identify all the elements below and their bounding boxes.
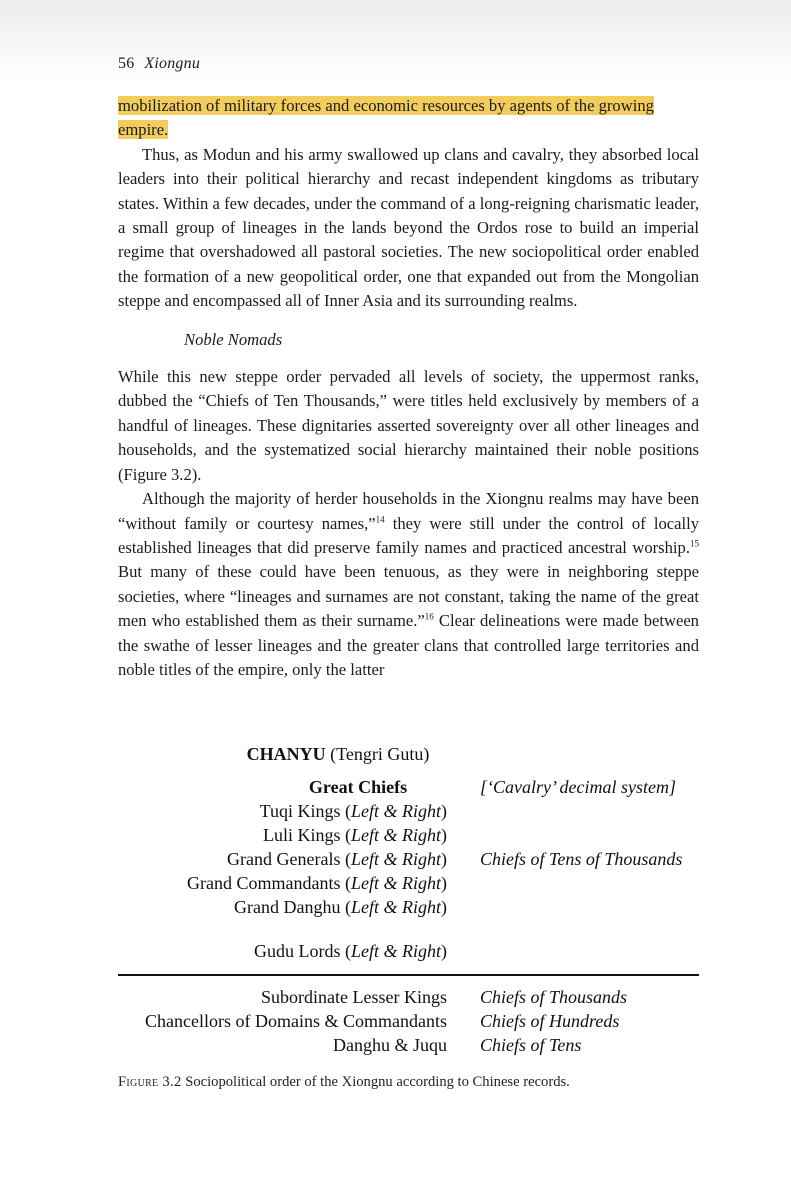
figure-divider <box>118 974 699 976</box>
fig-chanyu-subtitle: (Tengri Gutu) <box>330 744 430 764</box>
caption-label: Figure 3.2 <box>118 1074 182 1090</box>
fig-chancellors: Chancellors of Domains & Commandants <box>145 1011 447 1031</box>
fig-row-grand-generals <box>118 849 699 873</box>
fig-chiefs-tens: Chiefs of Tens <box>480 1035 582 1055</box>
fig-row-subordinate <box>118 987 699 1011</box>
fig-luli: Luli Kings (Left & Right) <box>262 825 447 845</box>
fig-tuqi-lr: Left & Right <box>351 801 441 821</box>
fig-grand-generals: Grand Generals (Left & Right) <box>227 849 447 869</box>
fig-grand-commandants: Grand Commandants (Left & Right) <box>187 873 447 893</box>
fig-chiefs-thousands: Chiefs of Thousands <box>480 987 628 1007</box>
paragraph-1: Thus, as Modun and his army swallowed up clans and cavalry, they absorbed local leaders into their political hierarchy and recast independent kingdoms as tributary states. Within a few decades, under the command of a long-reigning charismatic leader, a small group of lineages in the lands beyond the Ordos rose to build an imperial regime that overshadowed all pastoral societies. The new sociopolitical order enabled the formation of a new geopolitical order, one that expanded out from the Mongolian steppe and encompassed all of Inner Asia and its surrounding realms. <box>118 144 699 311</box>
footnote-ref-14[interactable]: 14 <box>375 513 385 524</box>
paragraph-3-part-a: Although the majority of herder households in the Xiongnu realms may have been “without family or courtesy names,” <box>118 489 699 533</box>
fig-row-tuqi <box>118 801 699 825</box>
footnote-ref-16[interactable]: 16 <box>424 611 434 622</box>
fig-grand-generals-label: Grand Generals <box>227 849 341 869</box>
fig-grand-danghu-lr: Left & Right <box>351 897 441 917</box>
fig-row-grand-commandants <box>118 873 699 897</box>
fig-subordinate: Subordinate Lesser Kings <box>261 987 447 1007</box>
paragraph-3-part-c: But many of these could have been tenuous, as they were in neighboring steppe societies, where “lineages and surnames are not constant, taking the name of the great men who established them as their surname.” <box>118 562 699 631</box>
running-title: Xiongnu <box>144 55 201 72</box>
fig-grand-danghu-label: Grand Danghu <box>234 897 341 917</box>
fig-gudu-lr: Left & Right <box>351 941 441 961</box>
fig-row-grand-danghu <box>118 897 699 921</box>
section-heading: Noble Nomads <box>184 329 283 349</box>
paragraph-2: While this new steppe order pervaded all levels of society, the uppermost ranks, dubbed the “Chiefs of Ten Thousands,” were titles held exclusively by members of a handful of lineages. These dignitaries asserted sovereignty over all other lineages and households, and the systematized social hierarchy maintained their noble positions (Figure 3.2). <box>118 367 699 484</box>
fig-gudu: Gudu Lords (Left & Right) <box>254 941 447 961</box>
fig-chiefs-ten-thousands: Chiefs of Tens of Thousands <box>480 849 683 869</box>
fig-cavalry-note: [‘Cavalry’ decimal system] <box>480 777 676 797</box>
fig-row-luli <box>118 825 699 849</box>
fig-great-chiefs: Great Chiefs <box>308 777 408 797</box>
body-text <box>118 94 699 682</box>
fig-grand-commandants-label: Grand Commandants <box>187 873 341 893</box>
fig-gudu-label: Gudu Lords <box>254 941 341 961</box>
fig-row-gudu <box>118 941 699 965</box>
fig-chanyu-title: CHANYU <box>246 744 326 764</box>
paragraph-3 <box>118 487 699 682</box>
page-number: 56 <box>118 55 135 72</box>
fig-grand-danghu: Grand Danghu (Left & Right) <box>234 897 447 917</box>
highlighted-passage[interactable] <box>118 94 699 143</box>
caption-text: Sociopolitical order of the Xiongnu according to Chinese records. <box>185 1074 570 1090</box>
highlight-line-1[interactable]: mobilization of military forces and economic resources by agents of the growing <box>118 96 654 115</box>
fig-luli-label: Luli Kings <box>262 825 341 845</box>
fig-chanyu <box>118 744 558 765</box>
fig-grand-commandants-lr: Left & Right <box>351 873 441 893</box>
fig-danghu-juqu: Danghu & Juqu <box>333 1035 447 1055</box>
fig-row-great-chiefs <box>118 777 699 801</box>
fig-row-chancellors <box>118 1011 699 1035</box>
fig-row-danghu-juqu <box>118 1035 699 1059</box>
fig-grand-generals-lr: Left & Right <box>351 849 441 869</box>
paragraph-3-part-b: they were still under the control of locally established lineages that did preserve family names and practiced ancestral worship. <box>118 513 699 557</box>
fig-chiefs-hundreds: Chiefs of Hundreds <box>480 1011 620 1031</box>
fig-luli-lr: Left & Right <box>351 825 441 845</box>
fig-tuqi-label: Tuqi Kings <box>259 801 341 821</box>
footnote-ref-15[interactable]: 15 <box>690 538 699 549</box>
running-head <box>118 55 200 73</box>
highlight-line-2[interactable]: empire. <box>118 120 169 140</box>
fig-row-chanyu <box>118 744 699 768</box>
fig-tuqi: Tuqi Kings (Left & Right) <box>259 801 447 821</box>
paragraph-3-part-d: Clear delineations were made between the swathe of lesser lineages and the greater clans that controlled large territories and noble titles of the empire, only the latter <box>118 611 699 679</box>
figure-caption <box>118 1074 570 1091</box>
